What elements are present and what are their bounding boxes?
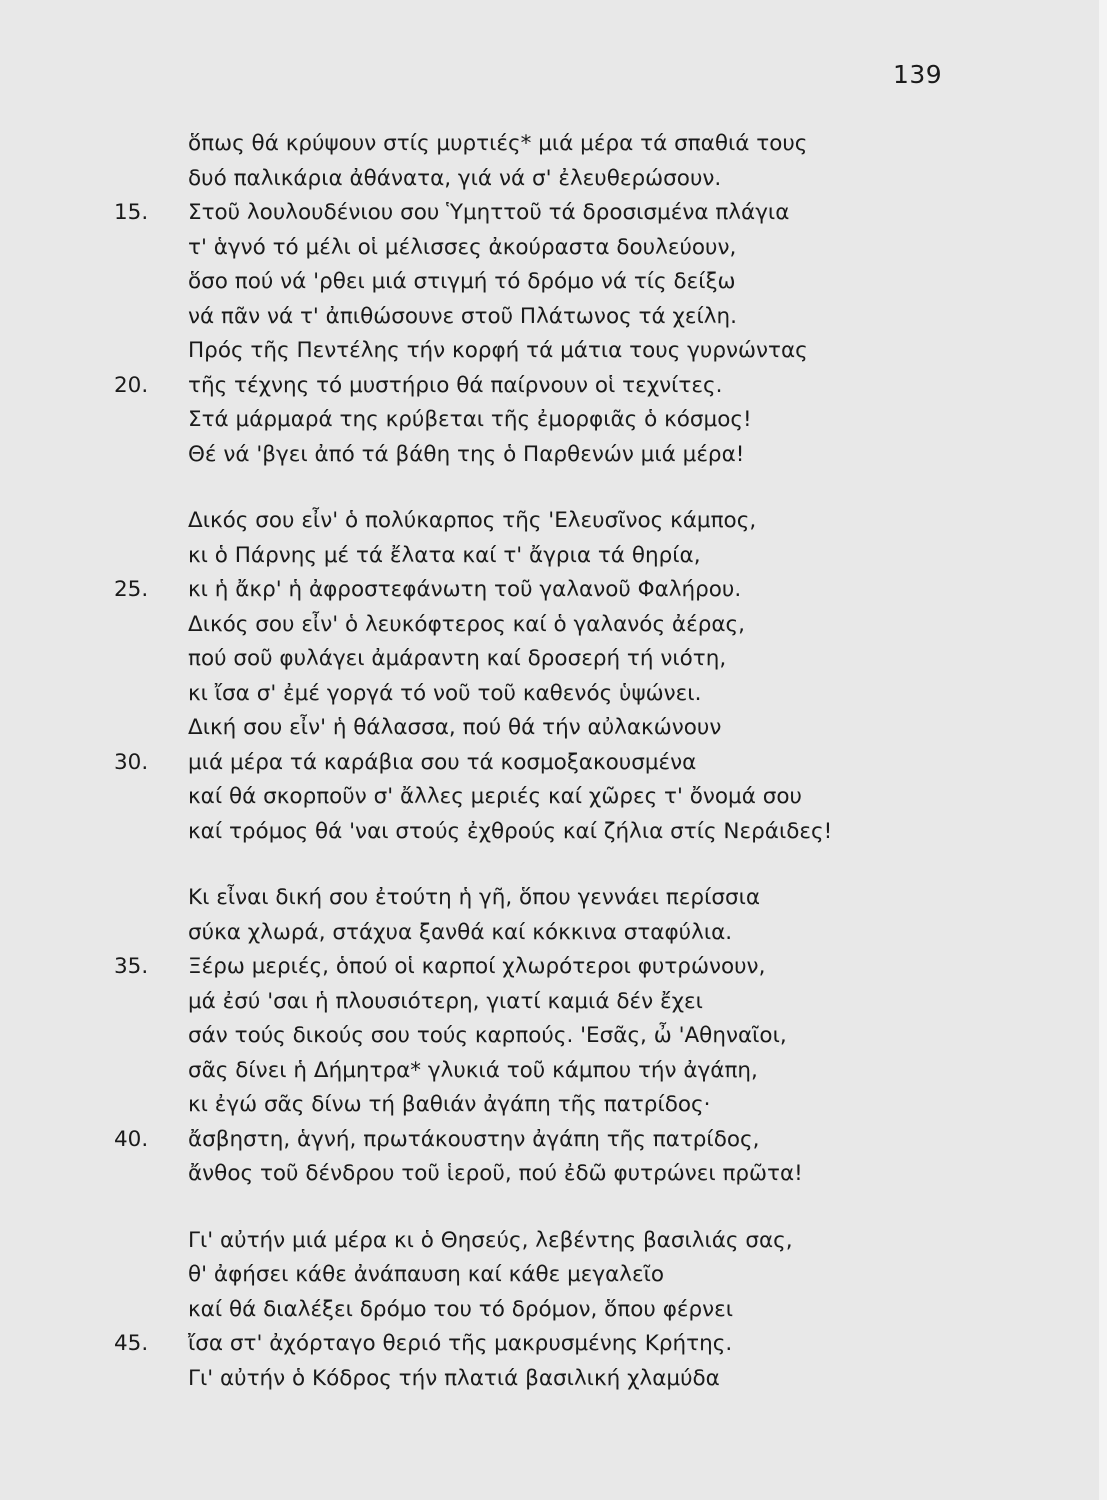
poem-line bbox=[0, 504, 1100, 539]
poem-line bbox=[0, 985, 1100, 1020]
line-text: ὅπως θά κρύψουν στίς μυρτιές* μιά μέρα τά σπαθιά τους bbox=[188, 131, 808, 156]
line-text: σύκα χλωρά, στάχυα ξανθά καί κόκκινα σταφύλια. bbox=[188, 919, 733, 945]
poem-line bbox=[0, 1362, 1100, 1397]
line-text: κι ἡ ἄκρ' ἡ ἀφροστεφάνωτη τοῦ γαλανοῦ Φαλήρου. bbox=[188, 577, 742, 602]
line-text: ἴσα στ' ἀχόρταγο θεριό τῆς μακρυσμένης Κρήτης. bbox=[188, 1331, 733, 1356]
poem-line bbox=[0, 1258, 1100, 1293]
line-number: 35. bbox=[114, 954, 149, 979]
line-text: ἄνθος τοῦ δένδρου τοῦ ἱεροῦ, πού ἐδῶ φυτρώνει πρῶτα! bbox=[188, 1161, 803, 1186]
line-text: ἄσβηστη, ἁγνή, πρωτάκουστην ἀγάπη τῆς πατρίδος, bbox=[188, 1126, 760, 1152]
line-text: Στά μάρμαρά της κρύβεται τῆς ἐμορφιᾶς ὁ κόσμος! bbox=[188, 407, 752, 432]
poem-line bbox=[0, 711, 1100, 746]
poem-line bbox=[0, 815, 1100, 850]
line-text: καί θά διαλέξει δρόμο του τό δρόμον, ὅπου φέρνει bbox=[188, 1296, 734, 1322]
line-text: κι ὁ Πάρνης μέ τά ἔλατα καί τ' ἄγρια τά θηρία, bbox=[188, 542, 701, 568]
line-text: Κι εἶναι δική σου ἐτούτη ἡ γῆ, ὅπου γεννάει περίσσια bbox=[188, 885, 761, 910]
line-text: πού σοῦ φυλάγει ἀμάραντη καί δροσερή τή νιότη, bbox=[188, 646, 727, 671]
line-text: Δικός σου εἶν' ὁ λευκόφτερος καί ὁ γαλανός ἀέρας, bbox=[188, 611, 745, 637]
line-text: σάν τούς δικούς σου τούς καρπούς. 'Εσᾶς, ὦ 'Αθηναῖοι, bbox=[188, 1023, 787, 1048]
line-text: νά πᾶν νά τ' ἀπιθώσουνε στοῦ Πλάτωνος τά χείλη. bbox=[188, 303, 737, 329]
poem-line bbox=[0, 1054, 1100, 1089]
poem-line bbox=[0, 677, 1100, 712]
line-text: μιά μέρα τά καράβια σου τά κοσμοξακουσμένα bbox=[188, 749, 697, 775]
line-text: Στοῦ λουλουδένιου σου Ὑμηττοῦ τά δροσισμένα πλάγια bbox=[188, 200, 790, 225]
poem-line bbox=[0, 1123, 1100, 1158]
line-text: δυό παλικάρια ἀθάνατα, γιά νά σ' ἐλευθερώσουν. bbox=[188, 165, 722, 191]
poem-line bbox=[0, 916, 1100, 951]
line-text: κι ἴσα σ' ἐμέ γοργά τό νοῦ τοῦ καθενός ὑψώνει. bbox=[188, 680, 702, 706]
line-number: 30. bbox=[114, 749, 149, 775]
poem-line bbox=[0, 573, 1100, 608]
poem-line bbox=[0, 334, 1100, 369]
poem-line bbox=[0, 608, 1100, 643]
poem-text bbox=[0, 127, 1100, 1396]
line-text: Δική σου εἶν' ἡ θάλασσα, πού θά τήν αὐλακώνουν bbox=[188, 715, 722, 740]
line-number: 15. bbox=[114, 200, 149, 225]
line-text: κι ἐγώ σᾶς δίνω τή βαθιάν ἀγάπη τῆς πατρίδος· bbox=[188, 1092, 711, 1117]
poem-line bbox=[0, 1224, 1100, 1259]
stanza-break bbox=[0, 472, 1100, 504]
line-text: τῆς τέχνης τό μυστήριο θά παίρνουν οἱ τεχνίτες. bbox=[188, 372, 723, 398]
line-text: μά ἐσύ 'σαι ἡ πλουσιότερη, γιατί καμιά δέν ἔχει bbox=[188, 988, 703, 1014]
poem-line bbox=[0, 196, 1100, 231]
line-text: ὅσο πού νά 'ρθει μιά στιγμή τό δρόμο νά τίς δείξω bbox=[188, 269, 736, 294]
line-number: 40. bbox=[114, 1126, 149, 1152]
line-text: Γι' αὐτήν μιά μέρα κι ὁ Θησεύς, λεβέντης βασιλιάς σας, bbox=[188, 1227, 793, 1253]
line-text: Θέ νά 'βγει ἀπό τά βάθη της ὁ Παρθενών μιά μέρα! bbox=[188, 441, 745, 467]
poem-line bbox=[0, 127, 1100, 162]
line-text: Γι' αὐτήν ὁ Κόδρος τήν πλατιά βασιλική χλαμύδα bbox=[188, 1365, 720, 1391]
line-number: 25. bbox=[114, 577, 149, 602]
line-text: Πρός τῆς Πεντέλης τήν κορφή τά μάτια τους γυρνώντας bbox=[188, 338, 808, 363]
poem-line bbox=[0, 300, 1100, 335]
line-text: θ' ἀφήσει κάθε ἀνάπαυση καί κάθε μεγαλεῖο bbox=[188, 1262, 665, 1287]
poem-line bbox=[0, 1088, 1100, 1123]
poem-line bbox=[0, 1019, 1100, 1054]
poem-line bbox=[0, 950, 1100, 985]
line-number: 45. bbox=[114, 1331, 149, 1356]
poem-line bbox=[0, 231, 1100, 266]
poem-line bbox=[0, 746, 1100, 781]
poem-line bbox=[0, 369, 1100, 404]
line-number: 20. bbox=[114, 372, 149, 398]
line-text: καί θά σκορποῦν σ' ἄλλες μεριές καί χῶρες τ' ὄνομά σου bbox=[188, 784, 802, 809]
poem-line bbox=[0, 881, 1100, 916]
poem-line bbox=[0, 642, 1100, 677]
stanza-break bbox=[0, 849, 1100, 881]
line-text: σᾶς δίνει ἡ Δήμητρα* γλυκιά τοῦ κάμπου τήν ἀγάπη, bbox=[188, 1057, 758, 1083]
line-text: Ξέρω μεριές, ὁπού οἱ καρποί χλωρότεροι φυτρώνουν, bbox=[188, 954, 766, 979]
poem-line bbox=[0, 1293, 1100, 1328]
poem-line bbox=[0, 403, 1100, 438]
poem-line bbox=[0, 780, 1100, 815]
stanza-break bbox=[0, 1192, 1100, 1224]
line-text: καί τρόμος θά 'ναι στούς ἐχθρούς καί ζήλια στίς Νεράιδες! bbox=[188, 818, 833, 844]
page-number: 139 bbox=[893, 60, 943, 89]
line-text: τ' ἁγνό τό μέλι οἱ μέλισσες ἀκούραστα δουλεύουν, bbox=[188, 234, 737, 260]
poem-line bbox=[0, 1327, 1100, 1362]
poem-line bbox=[0, 162, 1100, 197]
page-edge bbox=[1099, 0, 1107, 1500]
poem-line bbox=[0, 1157, 1100, 1192]
poem-line bbox=[0, 539, 1100, 574]
poem-line bbox=[0, 438, 1100, 473]
line-text: Δικός σου εἶν' ὁ πολύκαρπος τῆς 'Ελευσῖνος κάμπος, bbox=[188, 508, 757, 533]
poem-line bbox=[0, 265, 1100, 300]
